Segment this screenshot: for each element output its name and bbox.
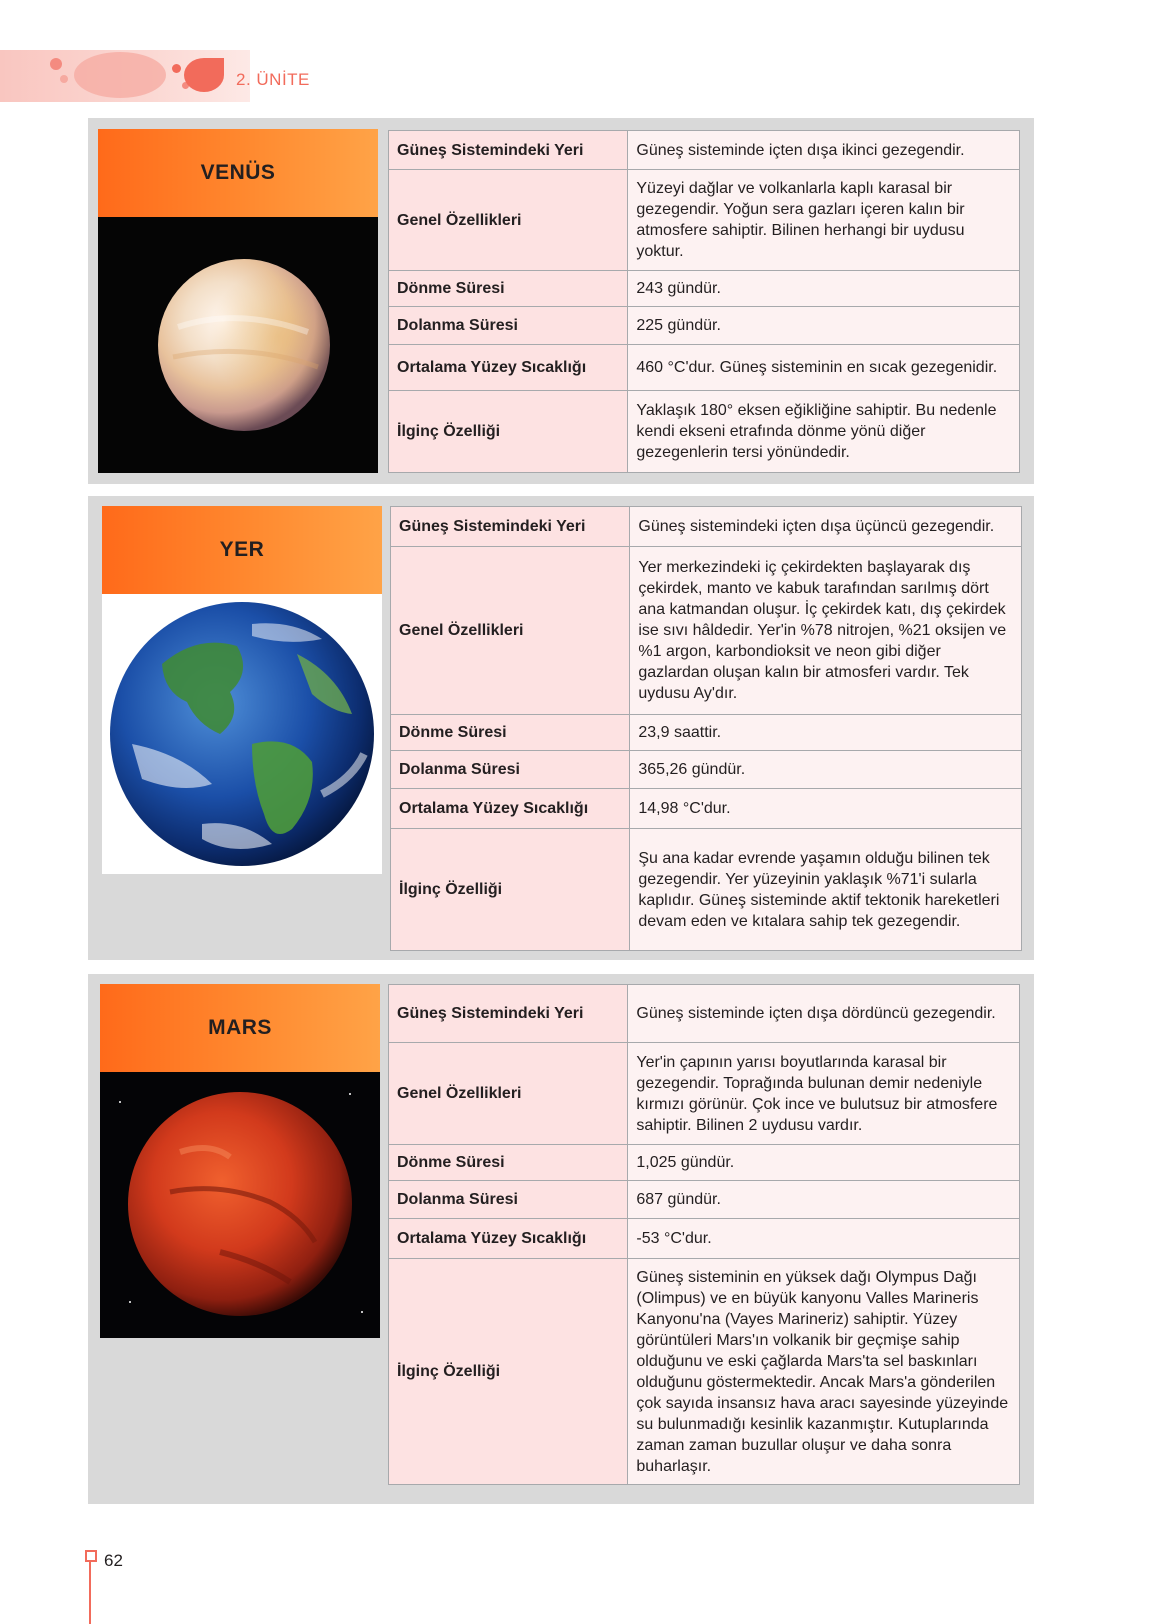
page-marker-icon xyxy=(85,1550,97,1562)
planet-panel-mars xyxy=(88,974,1034,1504)
row-label: Güneş Sistemindeki Yeri xyxy=(391,507,630,547)
row-label: Ortalama Yüzey Sıcaklığı xyxy=(389,1219,628,1259)
mars-image xyxy=(100,1072,380,1338)
decorative-leaf xyxy=(184,58,224,92)
earth-facts-table xyxy=(390,506,1022,951)
table-row xyxy=(391,547,1022,715)
row-value: Şu ana kadar evrende yaşamın olduğu bilinen tek gezegendir. Yer yüzeyinin yaklaşık %71'i sularla kaplıdır. Güneş sisteminde aktif tektonik hareketleri devam eden ve kıtalara sahip tek gezegendir. xyxy=(630,829,1022,951)
table-row xyxy=(389,1259,1020,1485)
row-value: 225 gündür. xyxy=(628,307,1020,345)
row-value: 243 gündür. xyxy=(628,271,1020,307)
table-row xyxy=(389,271,1020,307)
planet-panel-earth xyxy=(88,496,1034,960)
row-value: Güneş sistemindeki içten dışa üçüncü gezegendir. xyxy=(630,507,1022,547)
row-label: Güneş Sistemindeki Yeri xyxy=(389,985,628,1043)
decorative-circle xyxy=(74,52,166,98)
venus-facts-table xyxy=(388,130,1020,473)
table-row xyxy=(389,391,1020,473)
row-label: Dolanma Süresi xyxy=(391,751,630,789)
row-value: -53 °C'dur. xyxy=(628,1219,1020,1259)
planet-title: MARS xyxy=(100,984,380,1072)
mars-facts-table xyxy=(388,984,1020,1485)
row-label: Genel Özellikleri xyxy=(391,547,630,715)
row-value: 1,025 gündür. xyxy=(628,1145,1020,1181)
earth-planet-icon xyxy=(102,594,382,874)
table-row xyxy=(389,131,1020,170)
row-value: 23,9 saattir. xyxy=(630,715,1022,751)
venus-image xyxy=(98,217,378,473)
row-label: Genel Özellikleri xyxy=(389,170,628,271)
row-label: Dönme Süresi xyxy=(391,715,630,751)
table-row xyxy=(391,789,1022,829)
row-value: Güneş sisteminin en yüksek dağı Olympus Dağı (Olimpus) ve en büyük kanyonu Valles Marineris Kanyonu'na (Vayes Marineriz) sahiptir. Yüzey görüntüleri Mars'ın volkanik bir geçmişe sahip olduğunu ve eski çağlarda Mars'ta sel baskınları olduğunu göstermektedir. Ancak Mars'a gönderilen çok sayıda insansız hava aracı sayesinde yüzeyinde su bulunmadığı kesinlik kazanmıştır. Kutuplarında zaman zaman buzullar oluşur ve daha sonra buharlaşır. xyxy=(628,1259,1020,1485)
table-row xyxy=(389,1181,1020,1219)
table-row xyxy=(389,985,1020,1043)
row-value: Yer'in çapının yarısı boyutlarında karasal bir gezegendir. Toprağında bulunan demir nedeniyle kırmızı görünür. Çok ince ve bulutsuz bir atmosfere sahiptir. Bilinen 2 uydusu vardır. xyxy=(628,1043,1020,1145)
row-value: Yer merkezindeki iç çekirdekten başlayarak dış çekirdek, manto ve kabuk tarafından sarılmış dört ana katmandan oluşur. İç çekirdek katı, dış çekirdek ise sıvı hâldedir. Yer'in %78 nitrojen, %21 oksijen ve %1 argon, karbondioksit ve neon gibi diğer gazlardan oluşan kalın bir atmosferi vardır. Tek uydusu Ay'dır. xyxy=(630,547,1022,715)
table-row xyxy=(389,1043,1020,1145)
decorative-circle xyxy=(172,64,181,73)
table-row xyxy=(389,170,1020,271)
row-value: 365,26 gündür. xyxy=(630,751,1022,789)
row-value: Yaklaşık 180° eksen eğikliğine sahiptir. Bu nedenle kendi ekseni etrafında dönme yönü diğer gezegenlerin tersi yönündedir. xyxy=(628,391,1020,473)
table-row xyxy=(389,1219,1020,1259)
row-label: Güneş Sistemindeki Yeri xyxy=(389,131,628,170)
table-row xyxy=(391,715,1022,751)
table-row xyxy=(389,307,1020,345)
table-row xyxy=(389,345,1020,391)
decorative-circle xyxy=(50,58,62,70)
table-row xyxy=(391,507,1022,547)
row-value: Güneş sisteminde içten dışa dördüncü gezegendir. xyxy=(628,985,1020,1043)
venus-planet-icon xyxy=(98,217,378,473)
row-label: İlginç Özelliği xyxy=(389,391,628,473)
planet-panel-venus xyxy=(88,118,1034,484)
earth-image xyxy=(102,594,382,874)
row-label: Genel Özellikleri xyxy=(389,1043,628,1145)
row-value: Güneş sisteminde içten dışa ikinci gezegendir. xyxy=(628,131,1020,170)
row-label: Dönme Süresi xyxy=(389,271,628,307)
decorative-circle xyxy=(60,75,68,83)
page-margin-line xyxy=(89,1554,91,1624)
table-row xyxy=(389,1145,1020,1181)
row-label: Ortalama Yüzey Sıcaklığı xyxy=(391,789,630,829)
row-value: 687 gündür. xyxy=(628,1181,1020,1219)
unit-label: 2. ÜNİTE xyxy=(236,70,310,89)
mars-planet-icon xyxy=(100,1072,380,1338)
planet-title: YER xyxy=(102,506,382,594)
table-row xyxy=(391,829,1022,951)
row-label: İlginç Özelliği xyxy=(389,1259,628,1485)
table-row xyxy=(391,751,1022,789)
row-value: Yüzeyi dağlar ve volkanlarla kaplı karasal bir gezegendir. Yoğun sera gazları içeren kalın bir atmosfere sahiptir. Bilinen herhangi bir uydusu yoktur. xyxy=(628,170,1020,271)
row-label: Dolanma Süresi xyxy=(389,1181,628,1219)
row-label: İlginç Özelliği xyxy=(391,829,630,951)
planet-title: VENÜS xyxy=(98,129,378,217)
row-label: Dönme Süresi xyxy=(389,1145,628,1181)
row-value: 14,98 °C'dur. xyxy=(630,789,1022,829)
row-label: Ortalama Yüzey Sıcaklığı xyxy=(389,345,628,391)
page-number: 62 xyxy=(104,1551,123,1570)
row-label: Dolanma Süresi xyxy=(389,307,628,345)
row-value: 460 °C'dur. Güneş sisteminin en sıcak gezegenidir. xyxy=(628,345,1020,391)
